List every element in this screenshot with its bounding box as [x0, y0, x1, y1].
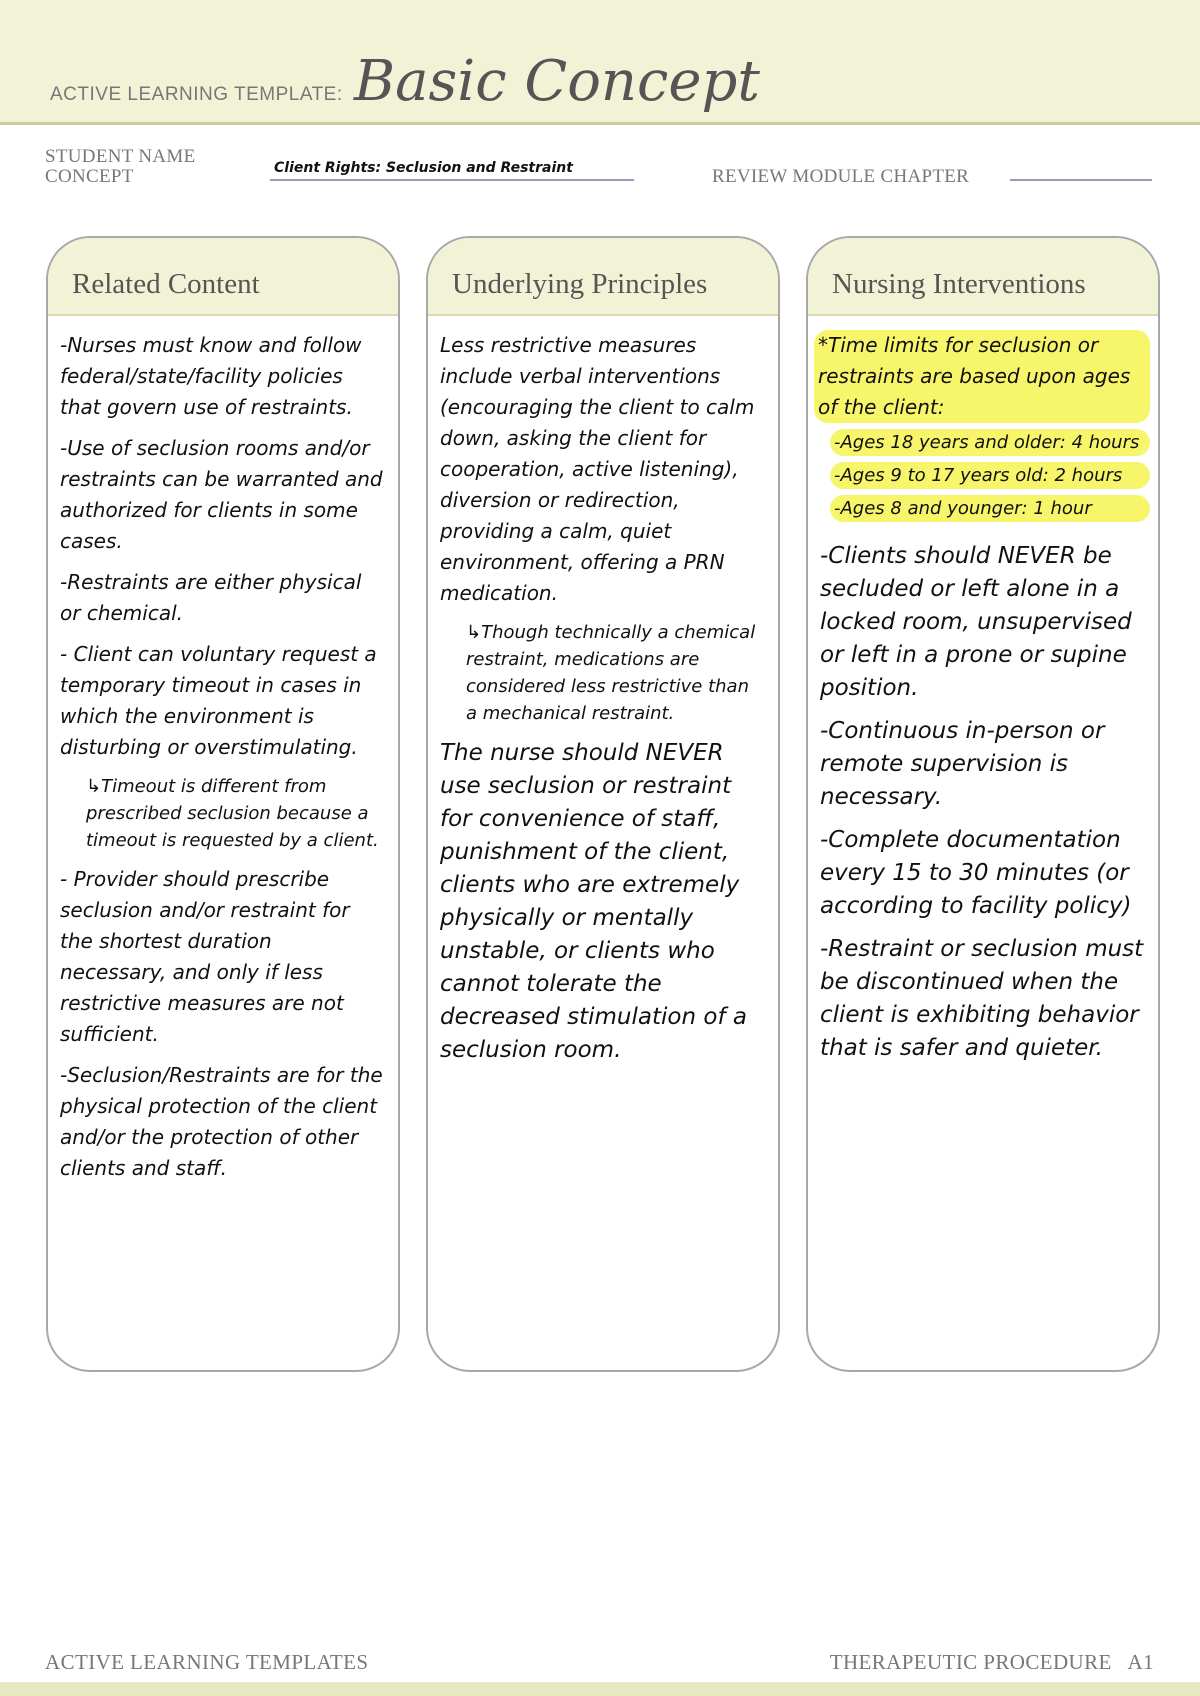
concept-label: CONCEPT: [45, 166, 134, 187]
related-content-panel: [46, 236, 400, 1372]
footer-right: THERAPEUTIC PROCEDURE A1: [829, 1650, 1154, 1674]
footer-left: ACTIVE LEARNING TEMPLATES: [45, 1650, 369, 1674]
related-note: -Use of seclusion rooms and/or restraints can be warranted and authorized for clients in some cases.: [60, 436, 383, 553]
principles-note: Less restrictive measures include verbal interventions (encouraging the client to calm down, asking the client for cooperation, active listening), diversion or redirection, providing a calm, quiet environment, offering a PRN medication.: [440, 333, 755, 605]
related-note: -Nurses must know and follow federal/state/facility policies that govern use of restraints.: [60, 333, 362, 419]
interventions-note: -Complete documentation every 15 to 30 minutes (or according to facility policy): [820, 827, 1132, 919]
interventions-note: -Restraint or seclusion must be discontinued when the client is exhibiting behavior that is safer and quieter.: [820, 936, 1144, 1061]
review-module-underline: [1010, 179, 1152, 181]
nursing-interventions-title: Nursing Interventions: [808, 238, 1158, 316]
review-module-label: REVIEW MODULE CHAPTER: [712, 166, 970, 187]
nursing-interventions-panel: [806, 236, 1160, 1372]
principles-subnote: ↳Though technically a chemical restraint, medications are considered less restrictive than a mechanical restraint.: [466, 622, 756, 724]
page-title: Basic Concept: [354, 49, 760, 114]
footer-band: [0, 1682, 1200, 1696]
concept-underline: [270, 179, 634, 181]
time-limit-item: -Ages 9 to 17 years old: 2 hours: [830, 462, 1150, 489]
principles-note: The nurse should NEVER use seclusion or restraint for convenience of staff, punishment of the client, clients who are extremely physically or mentally unstable, or clients who cannot tolerate the decreased stimulation of a seclusion room.: [440, 740, 747, 1063]
underlying-principles-panel: [426, 236, 780, 1372]
interventions-note: -Continuous in-person or remote supervision is necessary.: [820, 718, 1105, 810]
related-note: -Restraints are either physical or chemical.: [60, 570, 362, 625]
related-note: - Provider should prescribe seclusion and/or restraint for the shortest duration necessary, and only if less restrictive measures are not sufficient.: [60, 867, 350, 1046]
student-name-label: STUDENT NAME: [45, 146, 196, 167]
time-limit-item: -Ages 8 and younger: 1 hour: [830, 495, 1150, 522]
related-content-title: Related Content: [48, 238, 398, 316]
time-limit-item: -Ages 18 years and older: 4 hours: [830, 429, 1150, 456]
underlying-principles-title: Underlying Principles: [428, 238, 778, 316]
concept-value: Client Rights: Seclusion and Restraint: [274, 160, 573, 176]
time-limits-highlight: *Time limits for seclusion or restraints are based upon ages of the client:: [814, 330, 1150, 423]
related-note: -Seclusion/Restraints are for the physical protection of the client and/or the protection of other clients and staff.: [60, 1063, 383, 1180]
interventions-note: -Clients should NEVER be secluded or left alone in a locked room, unsupervised or left in a prone or supine position.: [820, 543, 1132, 701]
related-subnote: ↳Timeout is different from prescribed seclusion because a timeout is requested by a client.: [86, 776, 379, 851]
related-note: - Client can voluntary request a temporary timeout in cases in which the environment is disturbing or overstimulating.: [60, 642, 377, 759]
template-prefix: ACTIVE LEARNING TEMPLATE:: [50, 84, 343, 105]
